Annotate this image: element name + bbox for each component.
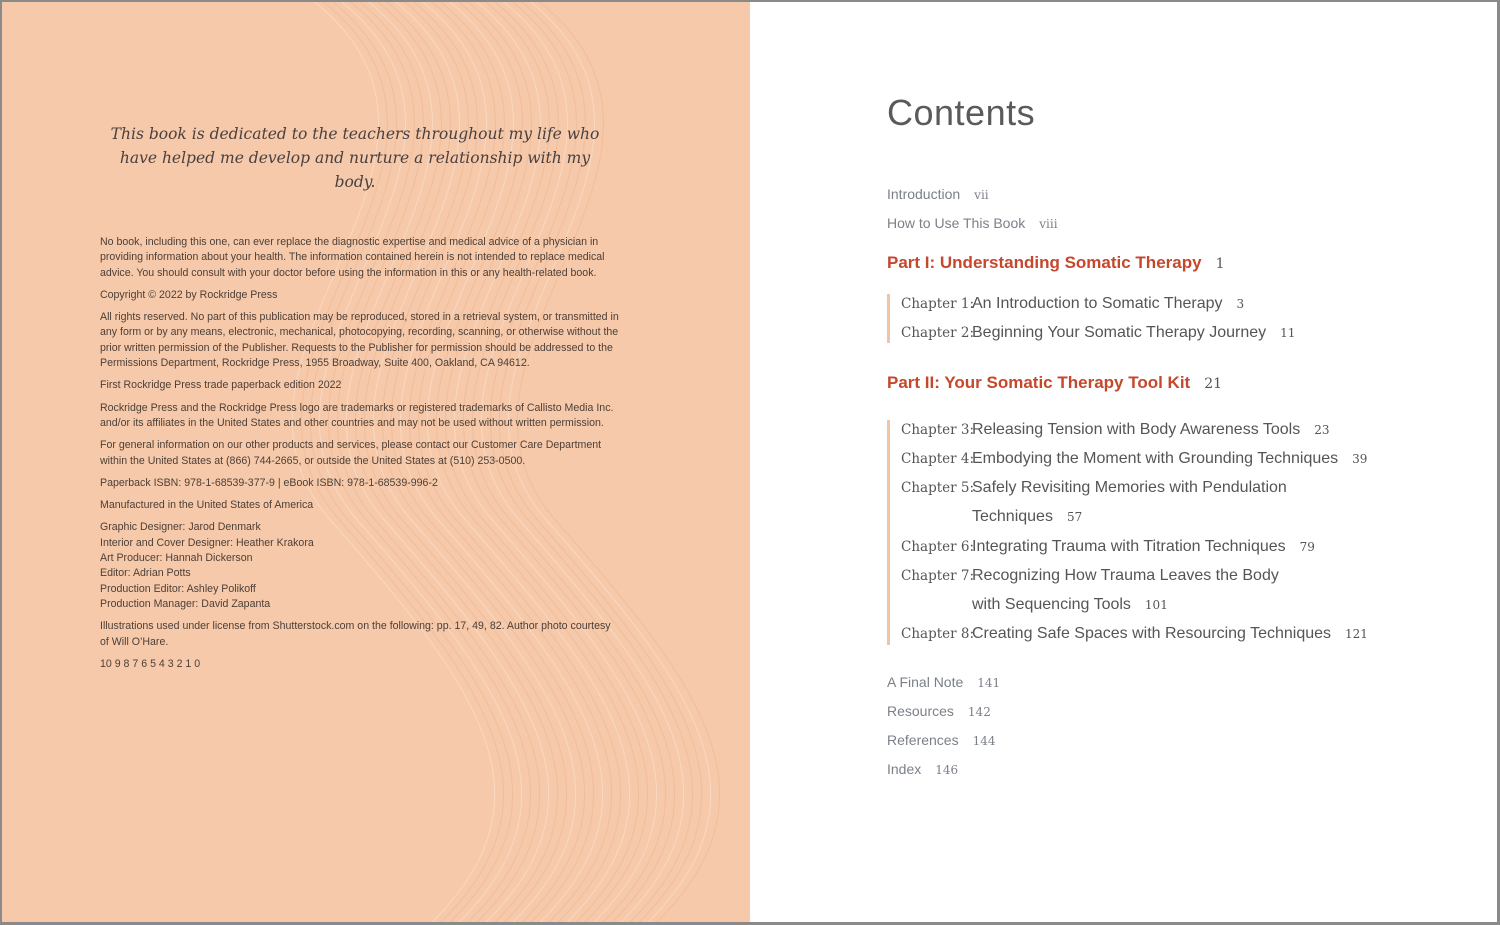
entry-label: Resources	[887, 703, 954, 719]
chapter-number: Chapter 3:	[901, 422, 975, 438]
chapter-number: Chapter 6:	[901, 539, 975, 555]
edition: First Rockridge Press trade paperback edition 2022	[100, 379, 342, 392]
chapter-number: Chapter 4:	[901, 451, 975, 467]
chapter-title-cont: Techniques	[972, 508, 1053, 525]
dedication: This book is dedicated to the teachers throughout my life who have helped me develop and nurture a relationship with my body.	[110, 125, 600, 191]
toc-chapter-1[interactable]	[901, 295, 1244, 313]
chapter-number: Chapter 2:	[901, 325, 975, 341]
chapter-title: Safely Revisiting Memories with Pendulation	[972, 479, 1287, 496]
chapter-title: Beginning Your Somatic Therapy Journey	[972, 324, 1267, 341]
page-number: 146	[935, 763, 959, 777]
credit: Production Manager: David Zapanta	[100, 597, 271, 610]
page-number: viii	[1039, 217, 1058, 231]
contents-title: Contents	[887, 92, 1036, 133]
entry-label: Introduction	[887, 186, 961, 202]
page-number: 11	[1280, 326, 1296, 340]
entry-label: A Final Note	[887, 674, 964, 690]
toc-introduction[interactable]	[887, 186, 989, 202]
page-number: 144	[972, 734, 996, 748]
toc-chapter-6[interactable]	[901, 538, 1315, 556]
page-number: 79	[1299, 540, 1315, 554]
printing-line: 10 9 8 7 6 5 4 3 2 1 0	[100, 657, 201, 670]
page-number: 142	[967, 705, 991, 719]
contents-page	[750, 2, 1497, 922]
chapter-title: Creating Safe Spaces with Resourcing Techniques	[972, 625, 1332, 642]
entry-label: References	[887, 732, 959, 748]
credit: Graphic Designer: Jarod Denmark	[100, 521, 261, 534]
page-number: 39	[1352, 452, 1368, 466]
page-number: 21	[1204, 376, 1223, 392]
part-2-bar	[887, 420, 890, 645]
chapter-number: Chapter 7:	[901, 568, 975, 584]
toc-chapter-5-continued[interactable]	[972, 508, 1082, 526]
credit: Interior and Cover Designer: Heather Krakora	[100, 536, 314, 549]
toc-chapter-3[interactable]	[901, 421, 1329, 439]
chapter-title-cont: with Sequencing Tools	[972, 596, 1131, 613]
page-number: vii	[974, 188, 989, 202]
page-number: 3	[1236, 297, 1245, 311]
toc-final-note[interactable]	[887, 674, 1000, 690]
credit: Art Producer: Hannah Dickerson	[100, 552, 253, 565]
part-label: Part II: Your Somatic Therapy Tool Kit	[887, 373, 1191, 392]
entry-label: Index	[887, 761, 922, 777]
copyright: Copyright © 2022 by Rockridge Press	[100, 288, 278, 301]
copyright-page	[2, 2, 750, 922]
part-1-bar	[887, 294, 890, 343]
contact: For general information on our other products and services, please contact our Customer Care Department within the United States at (866) 744-2665, or outside the United States at (510) 253-0500.	[100, 439, 602, 467]
toc-references[interactable]	[887, 732, 996, 748]
trademarks: Rockridge Press and the Rockridge Press logo are trademarks or registered trademarks of Callisto Media Inc. and/or its affiliates in the United States and other countries and may not be used without written permission.	[100, 401, 614, 429]
illustrations-credit: Illustrations used under license from Shutterstock.com on the following: pp. 17, 49, 82. Author photo courtesy of Will O’Hare.	[100, 620, 611, 648]
page-number: 121	[1345, 627, 1368, 641]
part-label: Part I: Understanding Somatic Therapy	[887, 253, 1202, 272]
toc-chapter-8[interactable]	[901, 625, 1368, 643]
credit: Production Editor: Ashley Polikoff	[100, 582, 256, 595]
chapter-title: Embodying the Moment with Grounding Techniques	[972, 450, 1339, 467]
toc-index[interactable]	[887, 761, 958, 777]
isbn: Paperback ISBN: 978-1-68539-377-9 | eBook ISBN: 978-1-68539-996-2	[100, 476, 438, 489]
page-number: 1	[1215, 256, 1225, 272]
credit: Editor: Adrian Potts	[100, 567, 191, 580]
chapter-number: Chapter 1:	[901, 296, 975, 312]
toc-chapter-7-continued[interactable]	[972, 596, 1168, 614]
entry-label: How to Use This Book	[887, 215, 1026, 231]
legal-text	[100, 235, 620, 679]
toc-resources[interactable]	[887, 703, 991, 719]
chapter-title: An Introduction to Somatic Therapy	[972, 295, 1223, 312]
toc-how-to-use[interactable]	[887, 215, 1058, 231]
chapter-title: Recognizing How Trauma Leaves the Body	[972, 567, 1279, 584]
rights: All rights reserved. No part of this publication may be reproduced, stored in a retrieval system, or transmitted in any form or by any means, electronic, mechanical, photocopying, recording, scanning, or otherwise without the prior written permission of the Publisher. Requests to the Publisher for permission should be addressed to the Permissions Department, Rockridge Press, 1955 Broadway, Suite 400, Oakland, CA 94612.	[100, 311, 619, 370]
toc-chapter-5[interactable]	[901, 479, 1287, 497]
chapter-number: Chapter 5:	[901, 480, 975, 496]
page-number: 23	[1314, 423, 1330, 437]
page-number: 141	[977, 676, 1001, 690]
page-number: 57	[1066, 510, 1083, 524]
toc-part-1[interactable]	[887, 253, 1224, 273]
chapter-title: Releasing Tension with Body Awareness Tools	[972, 421, 1301, 438]
toc-chapter-4[interactable]	[901, 450, 1367, 468]
page-number: 101	[1144, 598, 1168, 612]
toc-chapter-2[interactable]	[901, 324, 1295, 342]
chapter-title: Integrating Trauma with Titration Techniques	[972, 538, 1286, 555]
disclaimer: No book, including this one, can ever replace the diagnostic expertise and medical advice of a physician in providing information about your health. The information contained herein is not intended to replace medical advice. You should consult with your doctor before using the information in this or any health-related book.	[100, 236, 605, 279]
toc-part-2[interactable]	[887, 373, 1222, 393]
manufactured: Manufactured in the United States of America	[100, 499, 314, 512]
toc-chapter-7[interactable]	[901, 567, 1279, 585]
credits	[100, 520, 620, 612]
chapter-number: Chapter 8:	[901, 626, 975, 642]
